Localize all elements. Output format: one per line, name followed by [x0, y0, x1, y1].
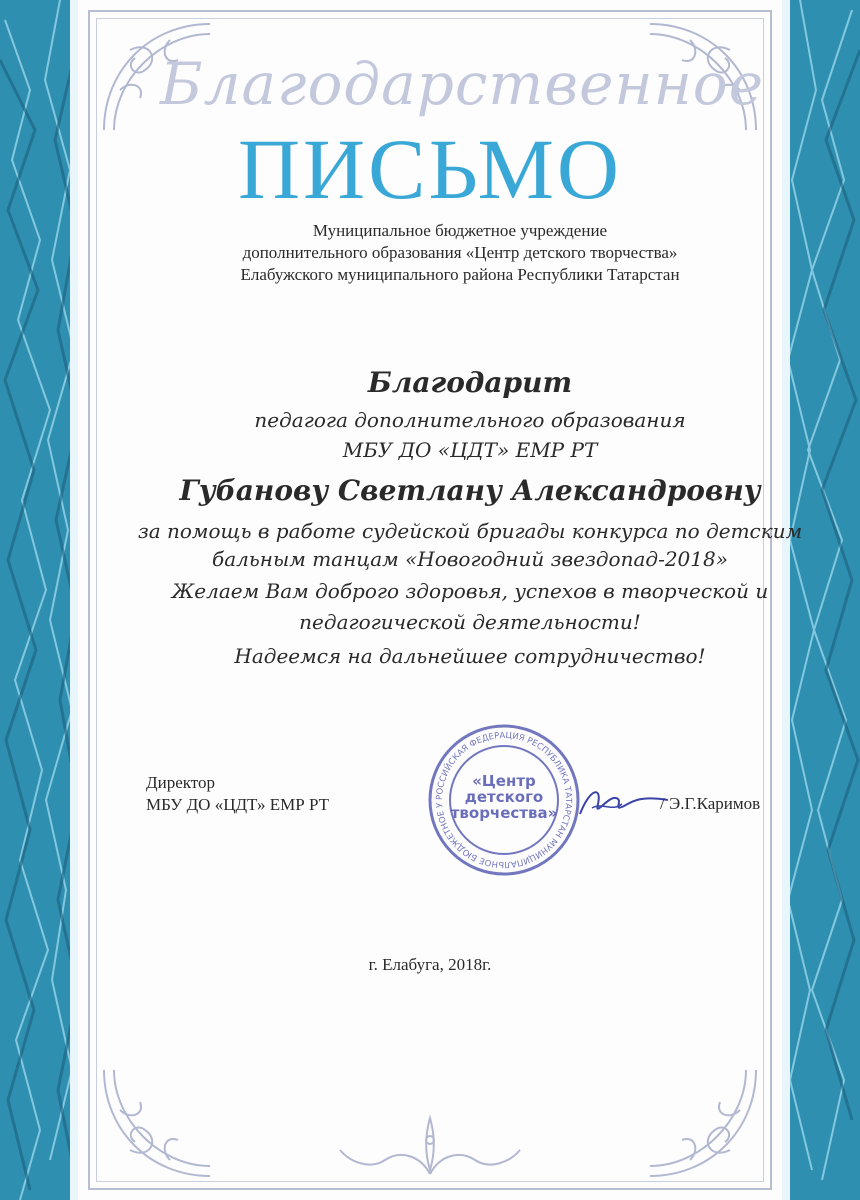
signatory-name: / Э.Г.Каримов	[660, 794, 761, 813]
stamp-center-line-2: детского	[464, 788, 544, 806]
stamp-ring-text: РОССИЙСКАЯ ФЕДЕРАЦИЯ РЕСПУБЛИКА ТАТАРСТАН МУНИЦИПАЛЬНОЕ БЮДЖЕТНОЕ У	[434, 730, 574, 870]
position-line-2: МБУ ДО «ЦДТ» ЕМР РТ	[342, 438, 598, 462]
stamp-center-line-3: творчества»	[450, 804, 558, 822]
corner-ornament-bottom-right	[640, 1060, 760, 1180]
official-stamp	[426, 722, 582, 878]
reason-line-1: за помощь в работе судейской бригады конкурса по детским	[137, 519, 803, 543]
organization-block	[150, 220, 770, 286]
thanks-heading: Благодарит	[367, 366, 573, 399]
signatory-role	[146, 772, 329, 816]
stamp-center-line-1: «Центр	[472, 772, 536, 790]
bottom-center-ornament	[330, 1110, 530, 1180]
title-main: ПИСЬМО	[237, 121, 623, 217]
organization-line-3: Елабужского муниципального района Республики Татарстан	[240, 265, 680, 284]
corner-ornament-bottom-left	[100, 1060, 220, 1180]
signatory-role-line-2: МБУ ДО «ЦДТ» ЕМР РТ	[146, 795, 330, 814]
organization-line-1: Муниципальное бюджетное учреждение	[312, 221, 608, 240]
wish-line-1: Желаем Вам доброго здоровья, успехов в творческой и	[171, 579, 769, 603]
position-line-1: педагога дополнительного образования	[254, 408, 686, 432]
reason-line-2: бальным танцам «Новогодний звездопад-2018»	[212, 547, 728, 571]
wish-line-2: педагогической деятельности!	[299, 610, 641, 634]
handwritten-signature	[572, 778, 672, 826]
wish-line-3: Надеемся на дальнейшее сотрудничество!	[234, 644, 706, 668]
signatory-role-line-1: Директор	[146, 773, 215, 792]
recipient-name: Губанову Светлану Александровну	[179, 474, 761, 507]
organization-line-2: дополнительного образования «Центр детского творчества»	[242, 243, 678, 262]
place-date: г. Елабуга, 2018г.	[368, 955, 492, 974]
marble-border-left	[0, 0, 78, 1200]
title-script: Благодарственное	[160, 50, 765, 118]
